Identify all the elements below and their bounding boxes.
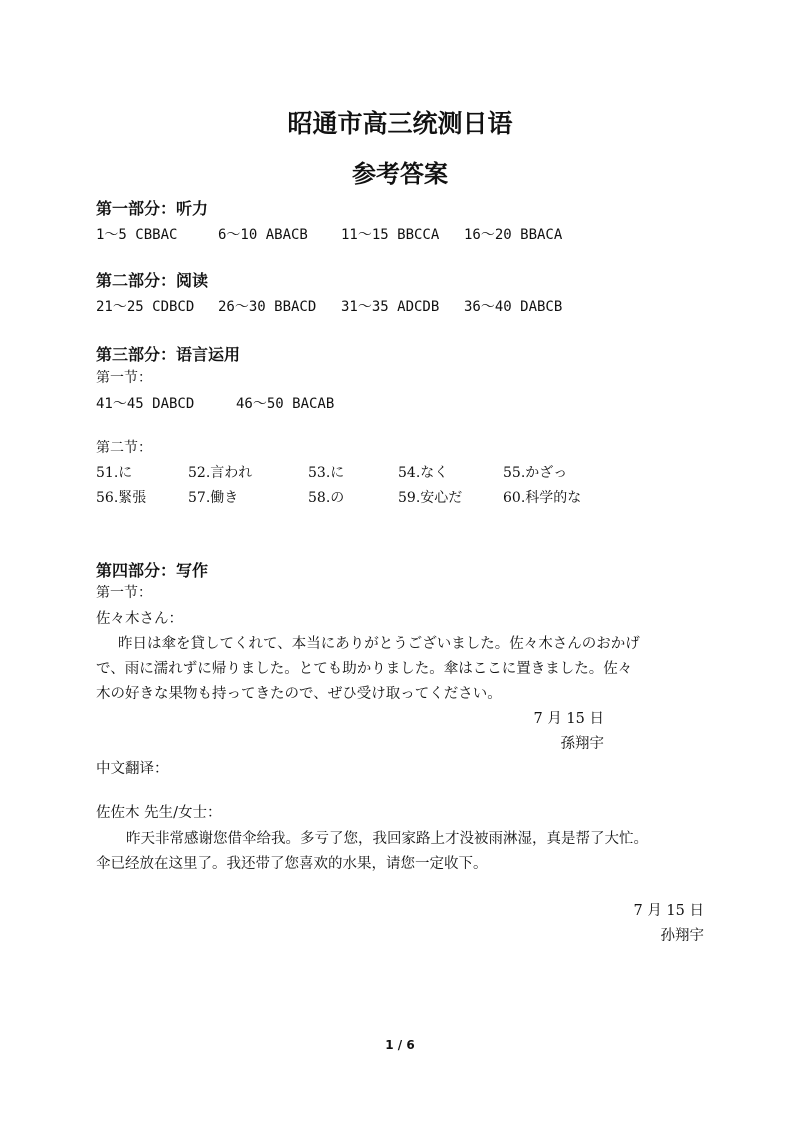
part4-heading: 第四部分：写作 (96, 561, 209, 580)
letter-body-cn-line: 昨天非常感谢您借伞给我。多亏了您，我回家路上才没被雨淋湿，真是帮了大忙。 (126, 831, 648, 847)
letter-salutation-cn: 佐佐木 先生/女士： (96, 805, 222, 821)
part3-heading: 第三部分：语言运用 (96, 345, 241, 364)
answer-cell: 55.かざっ (503, 465, 568, 481)
part1-group: 16～20 BBACA (464, 227, 563, 243)
part3-section1-label: 第一节： (96, 370, 152, 386)
answer-cell: 59.安心だ (398, 490, 463, 506)
part2-heading: 第二部分：阅读 (96, 271, 209, 290)
part3-section1-group: 41～45 DABCD (96, 396, 195, 412)
page-number: 1 / 6 (385, 1038, 415, 1052)
part1-group: 6～10 ABACB (218, 227, 308, 243)
letter-body-jp-line: 昨日は傘を貸してくれて、本当にありがとうございました。佐々木さんのおかげ (118, 636, 640, 652)
answer-cell: 57.働き (188, 490, 239, 506)
letter-date-jp: 7 月 15 日 (533, 711, 604, 727)
part3-section1-group: 46～50 BACAB (236, 396, 335, 412)
part2-group: 36～40 DABCB (464, 299, 563, 315)
letter-body-cn-line: 伞已经放在这里了。我还带了您喜欢的水果，请您一定收下。 (96, 856, 488, 872)
letter-salutation-jp: 佐々木さん： (96, 611, 183, 627)
part2-group: 21～25 CDBCD (96, 299, 195, 315)
part2-group: 31～35 ADCDB (341, 299, 440, 315)
answer-cell: 58.の (308, 490, 345, 506)
answer-cell: 56.緊張 (96, 490, 147, 506)
answer-cell: 51.に (96, 465, 133, 481)
letter-date-cn: 7 月 15 日 (633, 903, 704, 919)
answer-cell: 60.科学的な (503, 490, 582, 506)
letter-signer-cn: 孙翔宇 (660, 928, 704, 944)
part3-section2-label: 第二节： (96, 440, 152, 456)
translation-label: 中文翻译： (96, 761, 169, 777)
document-title: 昭通市高三统测日语 (287, 109, 513, 138)
answer-cell: 52.言われ (188, 465, 253, 481)
letter-body-jp-line: で、雨に濡れずに帰りました。とても助かりました。傘はここに置きました。佐々 (96, 661, 633, 677)
part1-group: 1～5 CBBAC (96, 227, 178, 243)
document-subtitle: 参考答案 (352, 160, 448, 188)
letter-signer-jp: 孫翔宇 (560, 736, 604, 752)
letter-body-jp-line: 木の好きな果物も持ってきたので、ぜひ受け取ってください。 (96, 686, 502, 702)
part2-group: 26～30 BBACD (218, 299, 317, 315)
part1-heading: 第一部分：听力 (96, 199, 209, 218)
answer-cell: 54.なく (398, 465, 449, 481)
answer-cell: 53.に (308, 465, 345, 481)
part1-group: 11～15 BBCCA (341, 227, 440, 243)
part4-section1-label: 第一节： (96, 585, 152, 601)
